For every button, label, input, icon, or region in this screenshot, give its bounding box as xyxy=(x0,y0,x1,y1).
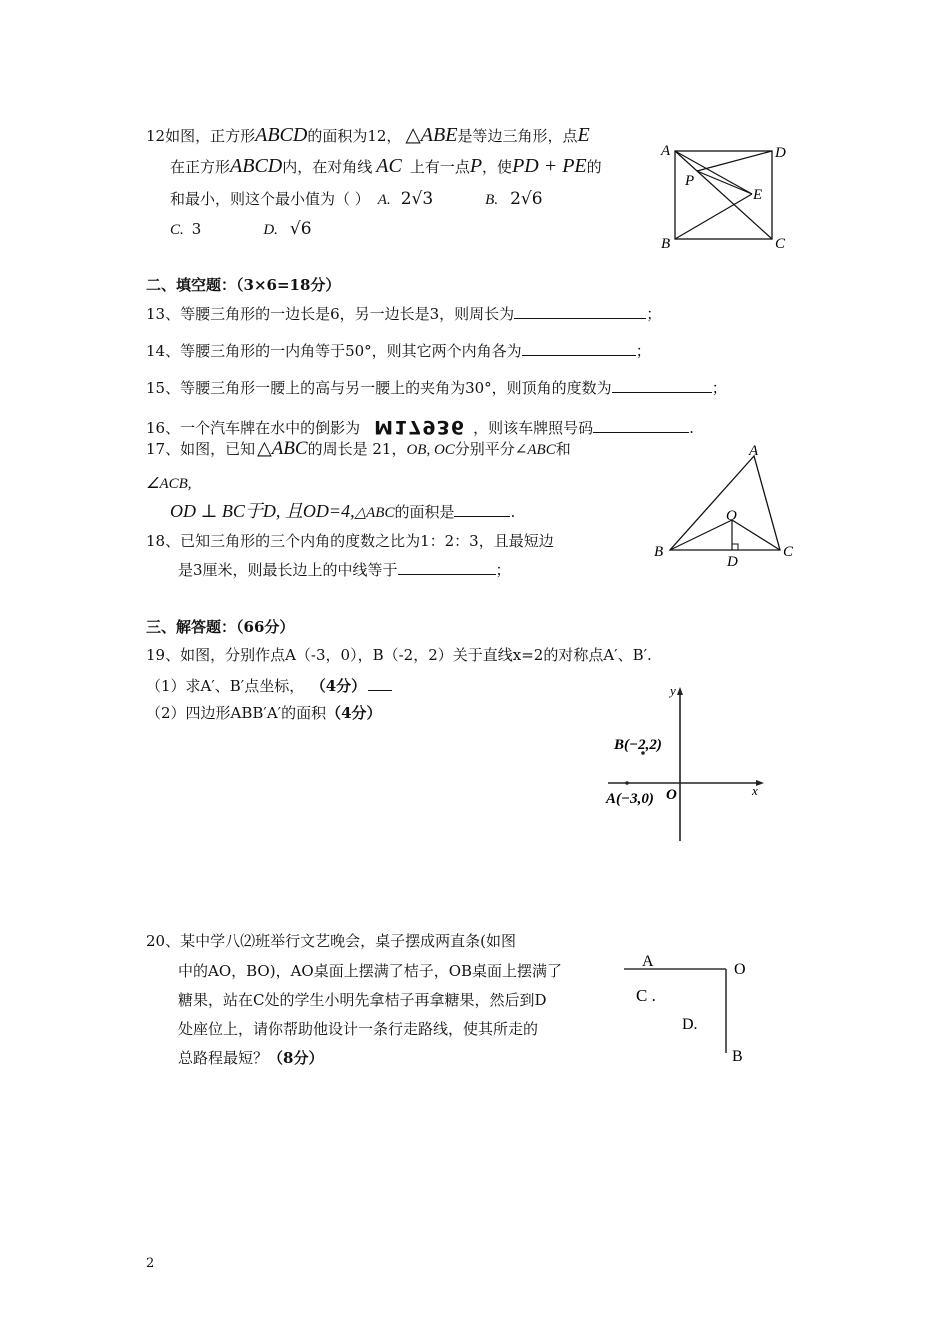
label-a: A xyxy=(749,443,759,459)
q19-line1: 19、如图，分别作点A（-3，0），B（-2，2）关于直线x=2的对称点A′、B′. xyxy=(146,646,652,664)
q17-line3: OD ⊥ BC于D, 且OD=4,△ABC的面积是 . xyxy=(170,501,516,521)
y-label: y xyxy=(670,683,676,698)
segment-pe xyxy=(697,171,752,194)
segment-be xyxy=(675,194,752,239)
x-label: x xyxy=(752,783,758,798)
q12-line3: 和最小，则这个最小值为（ ） A. 2√3 B. 2√6 xyxy=(170,189,543,209)
label-o: O xyxy=(666,787,677,803)
label-d: D xyxy=(775,145,786,161)
q19-part2: （2）四边形ABB′A′的面积（4分） xyxy=(146,704,382,722)
q20-figure xyxy=(620,945,780,1070)
q17-line1: 17、如图，已知 △ABC的周长是 21，OB, OC分别平分∠ABC和 xyxy=(146,438,571,459)
point-a xyxy=(625,781,629,785)
label-b: B xyxy=(654,544,664,560)
label-d: D. xyxy=(682,1016,698,1033)
q19-part1: （1）求A′、B′点坐标， （4分） xyxy=(146,676,392,695)
label-o: O xyxy=(726,508,737,524)
label-b: B xyxy=(732,1048,743,1065)
label-c: C xyxy=(783,544,794,560)
q16: 16、一个汽车牌在水中的倒影为 M17936 ，则该车牌照号码 . xyxy=(146,416,694,438)
q13: 13、等腰三角形的一边长是6，另一边长是3，则周长为 ； xyxy=(146,305,662,323)
section-3-title: 三、解答题：（66分） xyxy=(146,618,295,636)
q12-line2: 在正方形ABCD内，在对角线 AC 上有一点P，使PD + PE的 xyxy=(170,155,602,177)
segment-ob xyxy=(670,520,732,550)
label-e: E xyxy=(753,187,763,203)
plate-reflection: M17936 xyxy=(374,416,466,438)
q18-line1: 18、已知三角形的三个内角的度数之比为1：2：3，且最短边 xyxy=(146,532,554,550)
label-a: A xyxy=(642,953,654,970)
label-c: C . xyxy=(636,986,656,1005)
triangle-abc xyxy=(670,456,780,550)
q19-figure xyxy=(600,683,770,848)
q20-line5: 总路程最短？（8分） xyxy=(178,1049,324,1067)
q20-line2: 中的AO，BO)，AO桌面上摆满了桔子，OB桌面上摆满了 xyxy=(178,962,563,980)
q17-figure xyxy=(650,440,800,570)
label-b: B xyxy=(661,236,671,252)
label-a: A(−3,0) xyxy=(606,791,654,807)
q20-line3: 糖果，站在C处的学生小明先拿桔子再拿糖果，然后到D xyxy=(178,991,547,1009)
label-p: P xyxy=(685,173,695,189)
q18-line2: 是3厘米，则最长边上的中线等于 ； xyxy=(178,561,511,579)
right-angle-mark xyxy=(732,544,738,550)
q20-line1: 20、某中学八⑵班举行文艺晚会，桌子摆成两直条(如图 xyxy=(146,932,516,950)
q14: 14、等腰三角形的一内角等于50°，则其它两个内角各为 ； xyxy=(146,342,651,360)
label-b: B(−2,2) xyxy=(614,737,662,753)
label-d: D xyxy=(727,554,738,570)
q20-line4: 处座位上，请你帮助他设计一条行走路线，使其所走的 xyxy=(178,1020,539,1038)
q12-line4: C. 3 D. √6 xyxy=(170,219,312,239)
page-number: 2 xyxy=(146,1256,155,1271)
section-2-title: 二、填空题：（3×6=18分） xyxy=(146,276,341,294)
segment-pd xyxy=(697,151,772,171)
q12-line1: 12如图，正方形ABCD的面积为12， △ABE是等边三角形，点E xyxy=(146,124,590,146)
q15: 15、等腰三角形一腰上的高与另一腰上的夹角为30°，则顶角的度数为 ； xyxy=(146,379,727,397)
label-a: A xyxy=(661,143,671,159)
label-c: C xyxy=(775,236,786,252)
label-o: O xyxy=(734,961,746,978)
y-axis-arrow xyxy=(677,687,683,695)
q12-figure xyxy=(655,138,795,253)
q17-line2: ∠ACB, xyxy=(146,476,192,492)
